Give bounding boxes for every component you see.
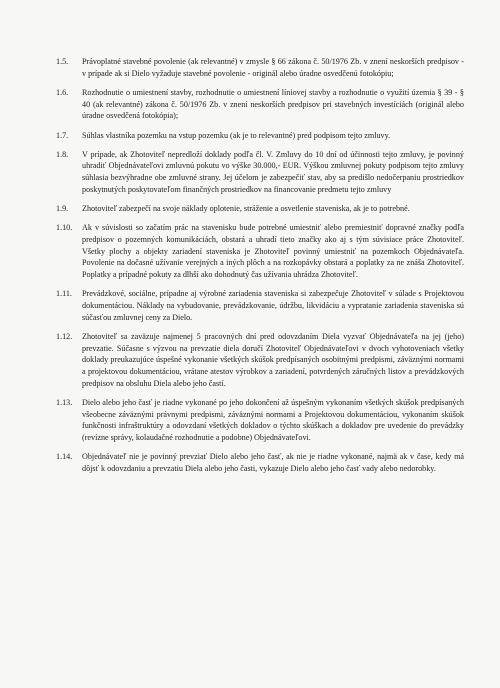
clause-number: 1.6.: [56, 87, 69, 97]
clause-1-9: [56, 203, 464, 215]
clause-number: 1.11.: [56, 289, 72, 299]
clause-1-6: [56, 87, 464, 122]
clause-number: 1.9.: [56, 204, 69, 214]
clause-text: Objednávateľ nie je povinný prevziať Dielo alebo jeho časť, ak nie je riadne vykonané, najmä ak v čase, kedy má dôjsť k odovzdaniu a prevzatiu Diela alebo jeho časti, vykazuje Dielo alebo jeho časť vady alebo nedorobky.: [82, 452, 464, 473]
clause-number: 1.14.: [56, 452, 73, 462]
clause-text: Zhotoviteľ sa zaväzuje najmenej 5 pracovných dní pred odovzdaním Diela vyzvať Objednávateľa na jej (jeho) prevzatie. Súčasne s výzvou na prevzatie diela doručí Zhotoviteľ Objednávateľovi v dvoch vyhotoveniach všetky doklady preukazujúce úspešné vykonanie všetkých skúšok predpísaných osobitnými predpismi, záväznými normami a projektovou dokumentáciou, vrátane atestov výrobkov a zariadení, potvrdených záručných listov a prevádzkových predpisov na obsluhu Diela alebo jeho častí.: [82, 331, 464, 388]
clause-number: 1.12.: [56, 331, 73, 341]
clause-text: Dielo alebo jeho časť je riadne vykonané po jeho dokončení až úspešným vykonaním všetkých skúšok predpísaných všeobecne záväznými právnymi predpismi, záväznými normami a Projektovou dokumentáciou, vykonaním skúšok funkčnosti infraštruktúry a odovzdaní všetkých dokladov o týchto skúškach a dokladov pre uvedenie do prevádzky (revízne správy, kolaudačné rozhodnutie a podobne) Objednávateľovi.: [82, 397, 464, 442]
clause-number: 1.7.: [56, 130, 69, 140]
clause-number: 1.8.: [56, 149, 69, 159]
clause-number: 1.10.: [56, 223, 73, 233]
clause-number: 1.13.: [56, 397, 73, 407]
clause-1-14: [56, 451, 464, 474]
clause-text: Prevádzkové, sociálne, prípadne aj výrobné zariadenia staveniska si zabezpečuje Zhotoviteľ v súlade s Projektovou dokumentáciou. Náklady na vybudovanie, prevádzkovanie, údržbu, likvidáciu a vypratanie zariadenia staveniska sú súčasťou zmluvnej ceny za Dielo.: [82, 289, 464, 322]
clause-number: 1.5.: [56, 57, 69, 66]
clause-1-10: [56, 222, 464, 281]
clause-1-5: [56, 56, 464, 79]
clause-1-12: [56, 331, 464, 390]
clause-1-11: [56, 288, 464, 323]
clause-text: Právoplatné stavebné povolenie (ak relevantné) v zmysle § 66 zákona č. 50/1976 Zb. v znení neskorších predpisov - v prípade ak si Dielo vyžaduje stavebné povolenie - originál alebo úradne osvedčenú fotokópiu;: [82, 57, 464, 78]
clause-1-8: [56, 149, 464, 196]
clause-text: V prípade, ak Zhotoviteľ nepredloží doklady podľa čl. V. Zmluvy do 10 dní od účinnosti tejto zmluvy, je povinný uhradiť Objednávateľovi zmluvnú pokutu vo výške 30.000,- EUR. Výškou zmluvnej pokuty podpisom tejto zmluvy súhlasia bezvýhradne obe zmluvné strany. Jej účelom je zabezpečiť stav, aby sa predišlo nedočerpaniu prostriedkov poskytnutých poskytovateľom finančných prostriedkov na financovanie predmetu tejto zmluvy: [82, 149, 464, 194]
clause-text: Rozhodnutie o umiestnení stavby, rozhodnutie o umiestnení líniovej stavby a rozhodnutie o využití územia § 39 - § 40 (ak relevantné) zákona č. 50/1976 Zb. v znení neskorších predpisov pri stavebných investíciách (originál alebo úradne osvedčená fotokópia);: [82, 87, 464, 121]
clause-text: Súhlas vlastníka pozemku na vstup pozemku (ak je to relevantné) pred podpisom tejto zmluvy.: [82, 130, 391, 140]
clause-text: Zhotoviteľ zabezpečí na svoje náklady oplotenie, stráženie a osvetlenie staveniska, ak je to potrebné.: [82, 204, 410, 214]
clause-text: Ak v súvislosti so začatím prác na stavenisku bude potrebné umiestniť alebo premiestniť dopravné značky podľa predpisov o pozemných komunikáciách, obstará a uhradí tieto značky ako aj s tým súvisiace práce Zhotoviteľ. Všetky plochy a objekty zariadení staveniska je Zhotoviteľ povinný umiestniť na pozemkoch Objednávateľa. Povolenie na dočasné užívanie verejných a iných plôch a na rozkopávky obstará a poplatky za ne znáša Zhotoviteľ. Poplatky a prípadné pokuty za dlhší ako dohodnutý čas užívania uhrádza Zhotoviteľ.: [82, 223, 464, 280]
clause-1-13: [56, 397, 464, 444]
clause-1-7: [56, 130, 464, 142]
